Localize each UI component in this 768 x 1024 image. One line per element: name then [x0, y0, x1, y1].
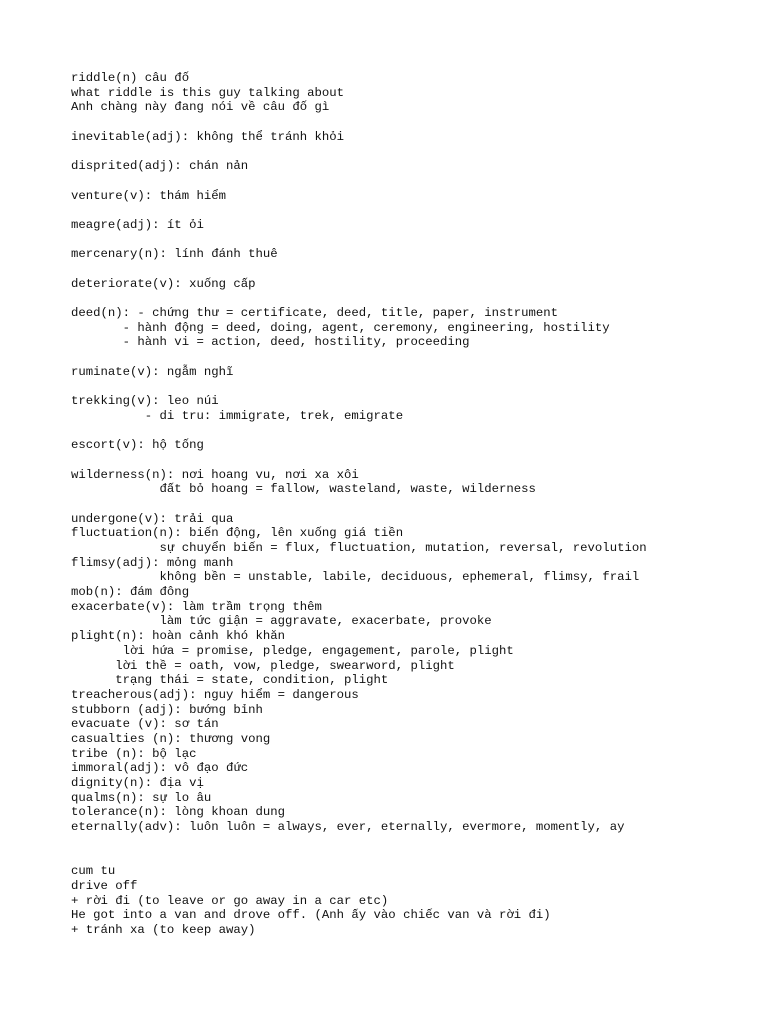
text-line: - hành động = deed, doing, agent, ceremony, engineering, hostility [71, 320, 610, 335]
blank-line [71, 350, 761, 365]
text-line: tolerance(n): lòng khoan dung [71, 805, 286, 820]
text-line: evacuate (v): sơ tán [71, 717, 219, 732]
text-line: undergone(v): trải qua [71, 511, 234, 526]
blank-line [71, 849, 761, 864]
text-line: deed(n): - chứng thư = certificate, deed, title, paper, instrument [71, 306, 559, 320]
text-line: - di tru: immigrate, trek, emigrate [71, 408, 404, 423]
text-line: disprited(adj): chán nản [71, 159, 249, 174]
text-line: cum tu [71, 864, 116, 879]
text-line: He got into a van and drove off. (Anh ấy vào chiếc van và rời đi) [71, 908, 551, 923]
text-line: sự chuyển biến = flux, fluctuation, mutation, reversal, revolution [71, 541, 647, 555]
blank-line [71, 203, 761, 218]
text-line: mob(n): đám đông [71, 585, 190, 600]
blank-line [71, 835, 761, 850]
text-line: tribe (n): bộ lạc [71, 746, 197, 761]
text-line: treacherous(adj): nguy hiểm = dangerous [71, 687, 359, 702]
text-line: trạng thái = state, condition, plight [71, 673, 389, 688]
document-page [71, 71, 761, 938]
blank-line [71, 424, 761, 439]
blank-line [71, 174, 761, 189]
text-line: ruminate(v): ngẫm nghĩ [71, 364, 234, 379]
blank-line [71, 453, 761, 468]
text-line: + rời đi (to leave or go away in a car etc) [71, 893, 389, 908]
text-line: fluctuation(n): biến động, lên xuống giá tiền [71, 526, 404, 541]
blank-line [71, 144, 761, 159]
text-line: plight(n): hoàn cảnh khó khăn [71, 629, 286, 644]
text-line: lời hứa = promise, pledge, engagement, parole, plight [71, 643, 514, 658]
text-line: meagre(adj): ít ỏi [71, 217, 204, 232]
text-line: dignity(n): địa vị [71, 776, 204, 790]
text-line: Anh chàng này đang nói về câu đố gì [71, 100, 330, 115]
text-line: flimsy(adj): mỏng manh [71, 555, 234, 570]
text-line: eternally(adv): luôn luôn = always, ever, eternally, evermore, momently, ay [71, 820, 625, 835]
text-line: casualties (n): thương vong [71, 731, 271, 746]
text-line: làm tức giận = aggravate, exacerbate, provoke [71, 614, 492, 629]
text-line: mercenary(n): lính đánh thuê [71, 247, 278, 262]
blank-line [71, 379, 761, 394]
text-line: what riddle is this guy talking about [71, 85, 345, 100]
text-line: qualms(n): sự lo âu [71, 790, 212, 805]
text-line: deteriorate(v): xuống cấp [71, 276, 256, 291]
text-line: stubborn (adj): bướng bỉnh [71, 702, 263, 717]
text-line: - hành vi = action, deed, hostility, proceeding [71, 335, 470, 350]
text-line: wilderness(n): nơi hoang vu, nơi xa xôi [71, 467, 359, 482]
text-line: + tránh xa (to keep away) [71, 922, 256, 937]
text-line: exacerbate(v): làm trầm trọng thêm [71, 599, 322, 614]
text-line: trekking(v): leo núi [71, 394, 219, 409]
text-line: không bền = unstable, labile, deciduous, ephemeral, flimsy, frail [71, 570, 640, 585]
text-line: riddle(n) câu đố [71, 71, 190, 85]
blank-line [71, 115, 761, 130]
text-line: immoral(adj): vô đạo đức [71, 761, 249, 776]
blank-line [71, 497, 761, 512]
blank-line [71, 233, 761, 248]
blank-line [71, 262, 761, 277]
text-line: inevitable(adj): không thể tránh khỏi [71, 129, 345, 144]
text-line: escort(v): hộ tống [71, 438, 204, 453]
text-line: lời thề = oath, vow, pledge, swearword, plight [71, 658, 455, 673]
text-line: venture(v): thám hiểm [71, 188, 226, 203]
text-line: đất bỏ hoang = fallow, wasteland, waste, wilderness [71, 482, 536, 497]
blank-line [71, 291, 761, 306]
text-line: drive off [71, 878, 138, 893]
